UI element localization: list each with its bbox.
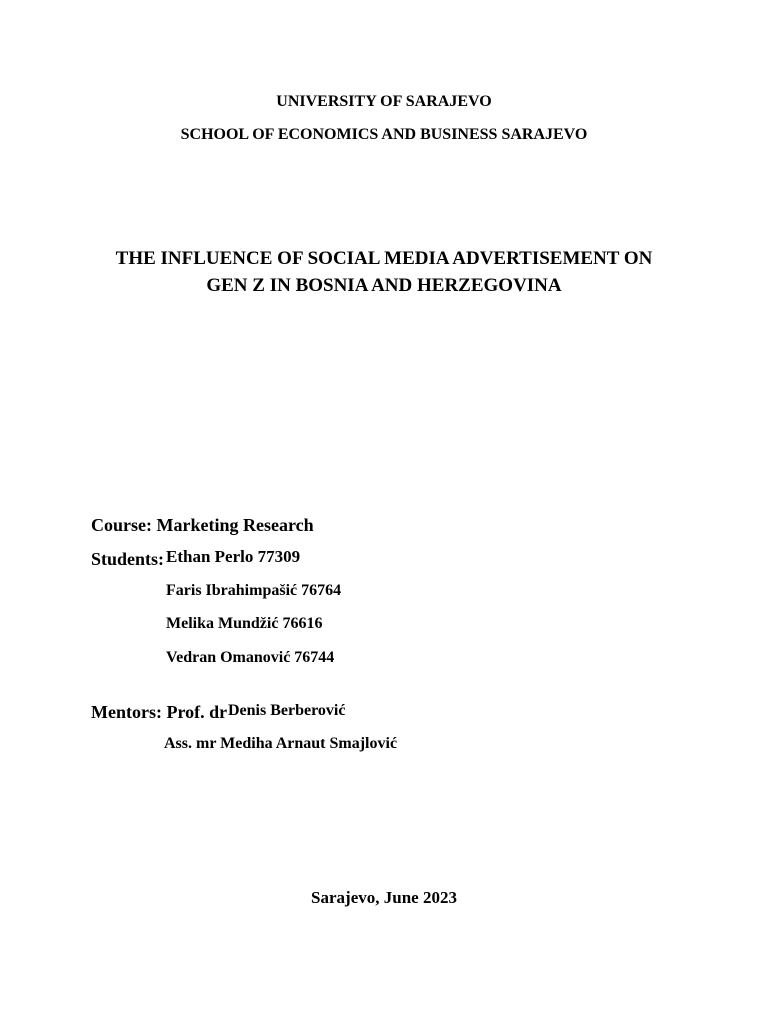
mentor-name: Denis Berberović (228, 702, 346, 719)
place-and-date: Sarajevo, June 2023 (311, 888, 457, 907)
student-name: Vedran Omanović 76744 (166, 649, 335, 666)
student-name: Ethan Perlo 77309 (166, 547, 301, 566)
school-name: SCHOOL OF ECONOMICS AND BUSINESS SARAJEVO (180, 126, 588, 143)
mentors-label: Mentors: Prof. dr (91, 702, 228, 722)
thesis-title-line-2: GEN Z IN BOSNIA AND HERZEGOVINA (206, 275, 562, 296)
mentor-name: Ass. mr Mediha Arnaut Smajlović (164, 735, 398, 752)
student-name: Melika Mundžić 76616 (166, 615, 323, 632)
students-label: Students: (91, 549, 165, 569)
course-label: Course: Marketing Research (91, 515, 314, 535)
thesis-title-line-1: THE INFLUENCE OF SOCIAL MEDIA ADVERTISEMENT ON (115, 248, 653, 269)
university-name: UNIVERSITY OF SARAJEVO (276, 93, 492, 110)
student-name: Faris Ibrahimpašić 76764 (166, 582, 342, 599)
